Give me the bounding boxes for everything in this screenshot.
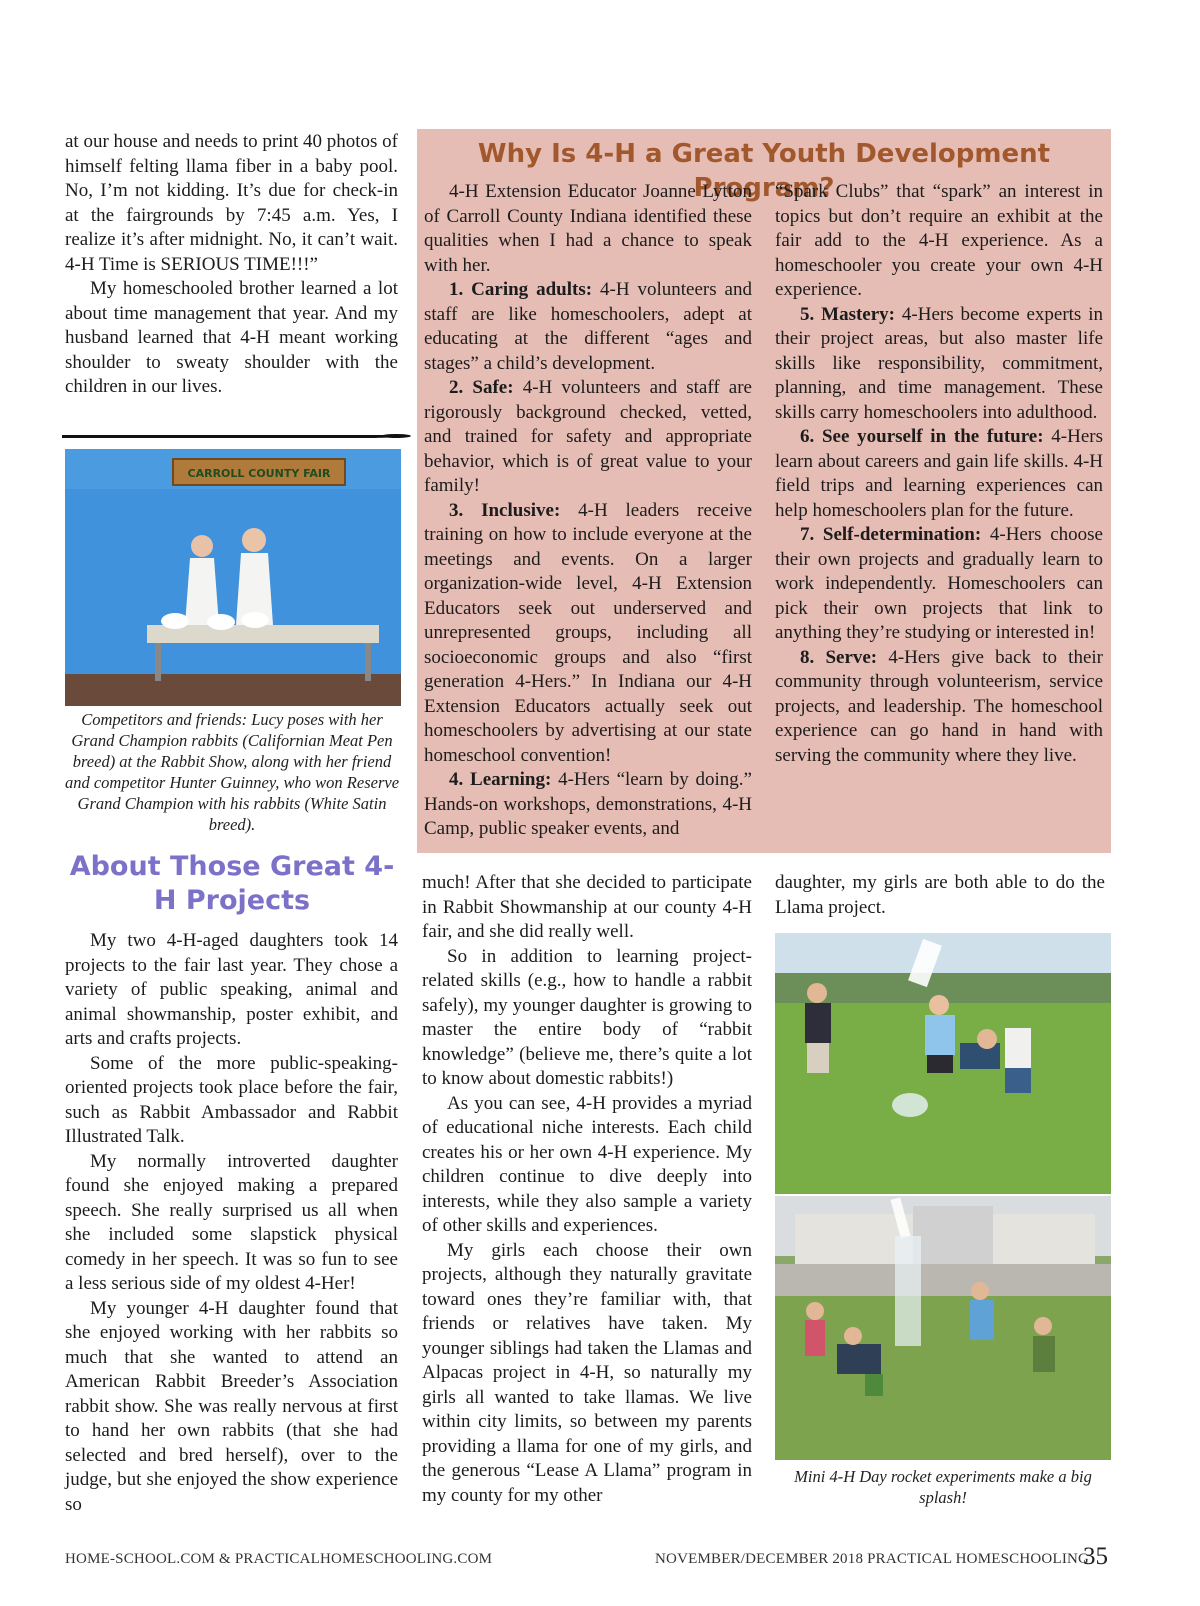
paragraph: My younger 4-H daughter found that she enjoyed working with her rabbits so much that she wanted to attend an American Rabbit Breeder’s Association rabbit show. She was really nervous at first to hand her own rabbits (that she had selected and bred herself), over to the judge, but she enjoyed the show experience so <box>65 1297 398 1515</box>
paragraph: So in addition to learning project-related skills (e.g., how to handle a rabbit safely), my younger daughter is growing to master the entire body of “rabbit knowledge” (believe me, there’s quite a lot to know about domestic rabbits!) <box>422 945 752 1089</box>
left-column-top <box>65 130 398 400</box>
photo-rocket-experiment-1 <box>775 933 1111 1194</box>
photo-rocket-caption: Mini 4-H Day rocket experiments make a big splash! <box>794 1467 1092 1507</box>
fair-sign-text: CARROLL COUNTY FAIR <box>187 467 331 480</box>
sidebar-column-2 <box>775 180 1103 768</box>
sidebar-item: 4. Learning: 4-Hers “learn by doing.” Hands-on workshops, demonstrations, 4-H Camp, public speaker events, and <box>424 769 752 839</box>
sidebar-continued: “Spark Clubs” that “spark” an interest in topics but don’t require an exhibit at the fair add to the 4-H experience. As a homeschooler you create your own 4-H experience. <box>775 181 1103 300</box>
sidebar-item: 5. Mastery: 4-Hers become experts in their project areas, but also master life skills like responsibility, commitment, planning, and time management. These skills carry homeschoolers into adulthood. <box>775 303 1103 423</box>
footer-issue: NOVEMBER/DECEMBER 2018 PRACTICAL HOMESCHOOLING <box>655 1551 1090 1567</box>
sidebar-item: 7. Self-determination: 4-Hers choose their own projects and gradually learn to work independently. Homeschoolers can pick their own projects that link to anything they’re studying or interested in! <box>775 524 1103 643</box>
paragraph: My normally introverted daughter found she enjoyed making a prepared speech. She really surprised us all when she included some slapstick physical comedy in her speech. It was so fun to see a less serious side of my oldest 4-Her! <box>65 1150 398 1294</box>
photo-fair-competitors <box>65 449 401 706</box>
left-column-bottom <box>65 929 398 1517</box>
paragraph: much! After that she decided to participate in Rabbit Showmanship at our county 4-H fair, and she did really well. <box>422 872 752 942</box>
sidebar-item: 2. Safe: 4-H volunteers and staff are rigorously background checked, vetted, and trained for safety and appropriate behavior, which is of great value to your family! <box>424 377 752 496</box>
photo-fair-caption: Competitors and friends: Lucy poses with her Grand Champion rabbits (Californian Meat Pen breed) at the Rabbit Show, along with her friend and competitor Hunter Guinney, who won Reserve Grand Champion with his rabbits (White Satin breed). <box>64 710 400 834</box>
page-number: 35 <box>1083 1543 1108 1570</box>
sidebar-heading: Why Is 4-H a Great Youth Development Program? <box>477 139 1051 203</box>
middle-column-bottom <box>422 871 752 1508</box>
section-divider <box>62 433 407 440</box>
paragraph: My two 4-H-aged daughters took 14 projects to the fair last year. They chose a variety of public speaking, animal and animal showmanship, poster exhibit, and arts and crafts projects. <box>65 930 398 1049</box>
sidebar-item: 6. See yourself in the future: 4-Hers learn about careers and gain life skills. 4-H field trips and learning experiences can help homeschoolers plan for the future. <box>775 426 1103 521</box>
paragraph: at our house and needs to print 40 photos of himself felting llama fiber in a baby pool. No, I’m not kidding. It’s due for check-in at the fairgrounds by 7:45 a.m. Yes, I realize it’s after midnight. No, it can’t wait. 4-H Time is SERIOUS TIME!!!” <box>65 131 398 275</box>
sidebar-item: 3. Inclusive: 4-H leaders receive training on how to include everyone at the meetings and events. On a larger organization-wide level, 4-H Extension Educators seek out underserved and unrepresented groups, including all socioeconomic groups and also “first generation 4-Hers.” In Indiana our 4-H Extension Educators actually seek out homeschoolers by advertising at our state homeschool convention! <box>424 499 752 766</box>
sidebar-item: 1. Caring adults: 4-H volunteers and staff are like homeschoolers, adept at educating at the different “ages and stages” a child’s development. <box>424 279 752 374</box>
section-heading-projects: About Those Great 4-H Projects <box>69 851 395 916</box>
sidebar-column-1 <box>424 180 752 842</box>
paragraph: My homeschooled brother learned a lot about time management that year. And my husband learned that 4-H meant working shoulder to sweaty shoulder with the children in our lives. <box>65 278 398 397</box>
footer-website: HOME-SCHOOL.COM & PRACTICALHOMESCHOOLING.COM <box>65 1551 493 1567</box>
paragraph: Some of the more public-speaking-oriented projects took place before the fair, such as Rabbit Ambassador and Rabbit Illustrated Talk. <box>65 1052 398 1147</box>
photo-rocket-experiment-2 <box>775 1196 1111 1460</box>
right-column-bottom <box>775 871 1105 920</box>
paragraph: daughter, my girls are both able to do the Llama project. <box>775 872 1105 918</box>
sidebar-item: 8. Serve: 4-Hers give back to their community through volunteerism, service projects, and leadership. The homeschool experience can go hand in hand with serving the community where they live. <box>775 646 1103 766</box>
sidebar-intro: 4-H Extension Educator Joanne Lytton of Carroll County Indiana identified these qualities when I had a chance to speak with her. <box>424 181 752 276</box>
paragraph: My girls each choose their own projects, although they naturally gravitate toward ones they’re familiar with, that friends or relatives have taken. My younger siblings had taken the Llamas and Alpacas project in 4-H, so naturally my girls all wanted to take llamas. We live within city limits, so between my parents providing a llama for one of my girls, and the generous “Lease A Llama” program in my county for my other <box>422 1239 752 1506</box>
paragraph: As you can see, 4-H provides a myriad of educational niche interests. Each child creates his or her own 4-H experience. My children continue to dive deeply into interests, while they also sample a variety of other skills and experiences. <box>422 1092 752 1236</box>
